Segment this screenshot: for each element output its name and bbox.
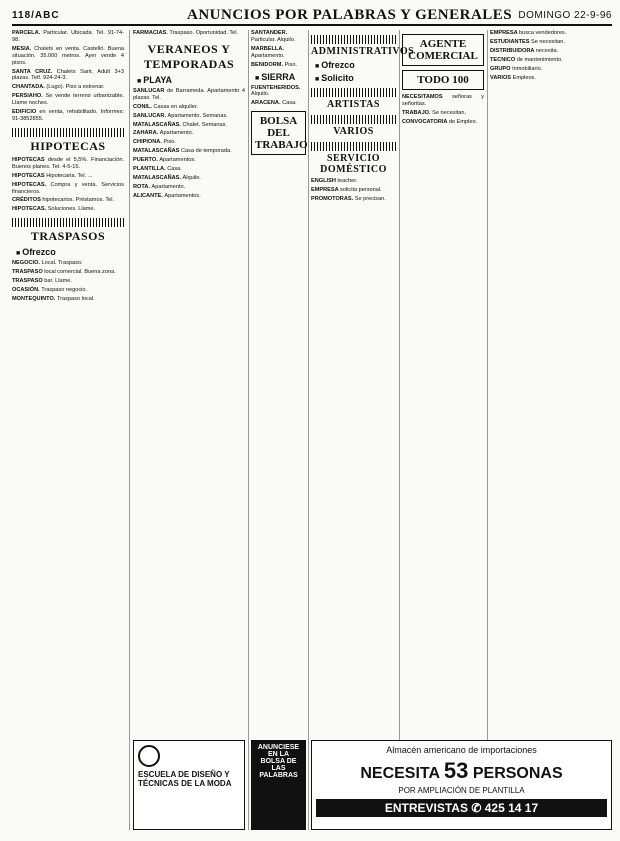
classified-ad — [490, 57, 612, 64]
ad-text: (Lugo). Piso a estrenar. — [46, 84, 105, 91]
subsection-solicito: ■ Solicito — [315, 73, 396, 83]
ad-lead: SANTANDER. — [251, 30, 288, 36]
ads-traspasos — [12, 260, 124, 303]
ad-text: teacher. — [337, 178, 358, 184]
ad-lead: TECNICO — [490, 56, 517, 63]
ad-lead: CHIPIONA. — [133, 139, 164, 146]
ad-text: de Empleo. — [448, 118, 478, 125]
almacen-title: Almacén americano de importaciones — [386, 745, 537, 755]
ad-lead: MARBELLA. — [251, 45, 284, 52]
ad-text: Casa. — [282, 100, 297, 107]
section-header-servicio-domestico — [311, 142, 396, 175]
ad-lead: SANLUCAR. — [133, 112, 168, 119]
ad-text: Apartamento. — [151, 183, 186, 190]
almacen-ad — [311, 740, 612, 830]
classified-ad — [490, 48, 612, 55]
classified-ad — [12, 157, 124, 171]
ad-lead: ENGLISH — [311, 178, 338, 184]
ad-text: Casas en alquiler. — [153, 103, 198, 110]
ad-lead: EMPRESA — [311, 186, 341, 193]
column-rule — [487, 30, 488, 830]
ad-lead: GRUPO — [490, 65, 513, 72]
necesita-number: 53 — [443, 758, 469, 783]
classified-ad — [251, 46, 306, 60]
column-5 — [402, 30, 484, 830]
personas-text: PERSONAS — [472, 765, 563, 782]
ad-lead: ARACENA. — [251, 100, 283, 107]
ad-lead: PERSIAHO. — [12, 93, 46, 100]
ad-lead: TRABAJO. — [402, 109, 433, 116]
classified-ad — [12, 46, 124, 67]
section-title: TRASPASOS — [30, 229, 106, 244]
ad-text: Apartamento. — [251, 52, 285, 59]
ad-lead: EDIFICIO — [12, 109, 40, 116]
ad-lead: MATALASCAÑAS. — [133, 174, 183, 181]
column-1 — [12, 30, 124, 830]
section-title: SERVICIO DOMÉSTICO — [320, 153, 387, 175]
classified-ad — [311, 187, 396, 194]
anunciese-ad — [251, 740, 306, 830]
ad-text: Alquilo. — [251, 91, 270, 98]
classified-ad — [12, 278, 124, 285]
classified-ad — [12, 206, 124, 213]
ad-lead: TRASPASO — [12, 269, 45, 276]
classified-ad — [133, 184, 245, 191]
classified-ad — [251, 100, 306, 107]
ad-text: Se necesitan. — [432, 109, 467, 116]
phone-number: 425 14 17 — [484, 801, 539, 815]
page-title: ANUNCIOS POR PALABRAS Y GENERALES — [187, 7, 513, 23]
ad-text: en venta, rehabilitado. Informes: 91-3852855. — [12, 109, 124, 122]
classified-ad — [402, 110, 484, 117]
section-header-veraneos — [133, 42, 245, 72]
page-number: 118/ABC — [12, 10, 60, 21]
ad-text: Traspaso negocio. — [41, 286, 88, 293]
column-rule — [129, 30, 130, 830]
ad-text: Casa. — [167, 166, 182, 173]
ad-text: busca vendedores. — [519, 30, 567, 36]
ad-text: Casa de temporada. — [180, 148, 232, 155]
escuela-ad — [133, 740, 245, 830]
ad-text: solicita personal. — [340, 186, 382, 193]
ad-text: Empleos. — [512, 74, 536, 81]
ads — [490, 30, 612, 81]
column-rule — [399, 30, 400, 830]
section-title: ARTISTAS — [327, 99, 380, 110]
subsection-sierra: ■ SIERRA — [255, 72, 306, 82]
bolsa-del-trabajo-banner — [251, 111, 306, 155]
ad-text: Chalets Sant. Adult 3+3 plazas. Telf. 924-24-3. — [12, 68, 124, 82]
ad-text: Apartamento. — [159, 130, 194, 137]
classified-ad — [12, 173, 124, 180]
ad-lead: FUENTEHERIDOS. — [251, 84, 301, 91]
ad-text: Chalets en venta. Castelló. Buena situación. 35.000 metros. Ayer vende 4 pisos. — [12, 45, 124, 66]
ad-lead: HIPOTECAS. — [12, 206, 48, 213]
ad-text: desde el 5,5%. Financiación. Buenos planes. Tel. 4-5-15. — [12, 156, 124, 170]
necesita-text: NECESITA — [360, 765, 440, 782]
section-header-administrativos — [311, 35, 415, 57]
classified-ad — [251, 62, 306, 69]
ad-lead: PLANTILLA. — [133, 166, 168, 173]
ad-lead: PROMOTORAS. — [311, 195, 355, 202]
classified-ad — [133, 175, 245, 182]
page-date: DOMINGO 22-9-96 — [518, 10, 612, 21]
ad-text: Apartamento. Semanas. — [167, 112, 228, 119]
ad-text: Local. Traspaso. — [41, 260, 83, 267]
ads-playa — [133, 88, 245, 200]
ad-text: Apartamentos. — [164, 192, 201, 199]
classified-ad — [133, 148, 245, 155]
ad-lead: OCASIÓN. — [12, 286, 42, 293]
classified-ad — [133, 157, 245, 164]
section-header-traspasos — [12, 218, 124, 244]
ad-text: necesita. — [535, 47, 559, 54]
ad-lead: EMPRESA — [490, 30, 520, 36]
classified-ad — [490, 39, 612, 46]
classified-ad — [12, 69, 124, 83]
ad-text: señoras y señoritas. — [402, 94, 484, 107]
ad-text: de mantenimiento. — [516, 56, 563, 63]
page-header — [12, 6, 612, 26]
ads-top — [133, 30, 245, 37]
ad-text: Inmobiliario. — [512, 65, 543, 72]
ad-text: Piso. — [284, 61, 297, 68]
classified-ad — [402, 119, 484, 126]
column-rule — [308, 30, 309, 830]
section-title: ADMINISTRATIVOS — [311, 46, 415, 57]
classified-ad — [12, 109, 124, 123]
anunciese-text: ANUNCIESE EN LA BOLSA DE LAS PALABRAS — [257, 744, 300, 779]
ad-lead: CRÉDITOS — [12, 197, 43, 204]
ad-lead: FARMACIAS. — [133, 30, 170, 36]
classified-ad — [12, 182, 124, 196]
classified-ad — [12, 30, 124, 44]
ad-lead: ESTUDIANTES — [490, 38, 532, 45]
ad-lead: MESIA. — [12, 45, 35, 52]
ad-lead: ROTA. — [133, 183, 152, 190]
school-logo-icon — [138, 745, 160, 767]
ad-text: Compra y venta. Servicios financieros. — [12, 181, 124, 195]
classified-ad — [133, 113, 245, 120]
ad-lead: MONTEQUINTO. — [12, 295, 57, 302]
classified-ad — [12, 197, 124, 204]
ad-lead: NEGOCIO. — [12, 260, 42, 267]
ad-lead: DISTRIBUIDORA — [490, 47, 536, 54]
ads — [251, 30, 306, 69]
classified-ad — [12, 260, 124, 267]
ads-sierra — [251, 85, 306, 108]
classified-ad — [12, 93, 124, 107]
ads — [311, 178, 396, 203]
classified-ad — [12, 296, 124, 303]
ad-text: Traspaso. Oportunidad. Tel. — [169, 30, 239, 36]
subsection-ofrezco: ■ Ofrezco — [315, 60, 396, 70]
ad-lead: TRASPASO — [12, 278, 45, 285]
ad-lead: HIPOTECAS — [12, 156, 48, 163]
ads — [402, 94, 484, 126]
ad-text: hipotecarios. Préstamos. Tel. — [42, 197, 115, 204]
ad-lead: HIPOTECAS. — [12, 181, 51, 188]
ads-hipotecas — [12, 157, 124, 213]
classified-ad — [12, 84, 124, 91]
classified-ad — [133, 104, 245, 111]
ad-lead: ZAHARA. — [133, 130, 160, 137]
ad-text: Alquilo. — [182, 174, 201, 181]
ad-text: Piso. — [163, 139, 176, 146]
ad-lead: MATALASCAÑAS. — [133, 121, 183, 128]
classified-ad — [133, 88, 245, 102]
classified-ad — [133, 122, 245, 129]
ad-lead: CHANTADA. — [12, 84, 47, 91]
column-rule — [248, 30, 249, 830]
section-header-varios — [311, 115, 396, 137]
ad-lead: HIPOTECAS — [12, 172, 47, 179]
column-6 — [490, 30, 612, 830]
ad-lead: CONIL. — [133, 103, 154, 110]
classified-ad — [311, 196, 396, 203]
agente-comercial-box — [402, 34, 484, 66]
box-title: AGENTE COMERCIAL — [408, 38, 478, 62]
column-3 — [251, 30, 306, 830]
ad-lead: NECESITAMOS — [402, 94, 452, 100]
ad-lead: PARCELA. — [12, 30, 44, 36]
classified-ad — [133, 166, 245, 173]
ad-text: Particular. Ubicada. Tel. 91-74-98. — [12, 30, 124, 43]
classified-ad — [251, 30, 306, 44]
ad-text: Chalet. Semanas. — [182, 121, 227, 128]
phone-icon: ✆ — [471, 801, 482, 815]
classified-ad — [133, 30, 245, 37]
subsection-ofrezco: ■ Ofrezco — [16, 247, 124, 257]
ad-text: bar. Llame. — [44, 278, 72, 285]
box-title: TODO 100 — [417, 74, 469, 86]
escuela-title: ESCUELA DE DISEÑO Y TÉCNICAS DE LA MODA — [138, 770, 232, 788]
ad-text: Apartamentos. — [159, 157, 196, 164]
ad-text: de Barrameda. Apartamento 4 plazas. Tel. — [133, 87, 245, 101]
ad-lead: MATALASCAÑAS — [133, 148, 181, 155]
plantilla-text: POR AMPLIACIÓN DE PLANTILLA — [398, 786, 525, 795]
ad-lead: ALICANTE. — [133, 192, 165, 199]
ad-lead: VARIOS — [490, 74, 513, 81]
ad-lead: CONVOCATORIA — [402, 118, 449, 125]
ad-lead: SANLUCAR — [133, 87, 167, 94]
subsection-playa: ■ PLAYA — [137, 75, 245, 85]
classified-ad — [133, 130, 245, 137]
section-header-hipotecas — [12, 128, 124, 154]
section-title: HIPOTECAS — [30, 138, 106, 153]
section-header-artistas — [311, 88, 396, 110]
ad-text: Soluciones. Llame. — [47, 206, 96, 213]
classified-ad — [133, 139, 245, 146]
section-title: VARIOS — [333, 126, 374, 137]
classified-ad — [490, 75, 612, 82]
classified-ad — [12, 269, 124, 276]
todo-100-box — [402, 70, 484, 90]
classified-ad — [490, 30, 612, 37]
banner-title: BOLSA DEL TRABAJO — [255, 115, 308, 152]
section-title: VERANEOS Y TEMPORADAS — [143, 41, 235, 71]
classified-ad — [402, 94, 484, 108]
classified-ad — [133, 193, 245, 200]
classified-ad — [12, 287, 124, 294]
ad-text: Hipotecaria. Tel. ... — [46, 172, 93, 179]
ad-lead: SANTA CRUZ. — [12, 68, 57, 75]
ad-text: Traspaso local. — [56, 295, 95, 302]
ad-text: Se vende terreno urbanizable. Llame noches. — [12, 93, 124, 107]
ad-text: local comercial. Buena zona. — [44, 269, 116, 276]
classified-ad — [311, 178, 396, 185]
ad-lead: BENIDORM. — [251, 61, 285, 68]
column-2 — [133, 30, 245, 830]
ads-top — [12, 30, 124, 123]
ad-text: Particular. Alquilo. — [251, 36, 296, 43]
ad-text: Se necesitan. — [531, 38, 565, 45]
classified-ad — [490, 66, 612, 73]
ad-lead: PUERTO. — [133, 157, 160, 164]
classified-ad — [251, 85, 306, 99]
entrevistas-text: ENTREVISTAS — [384, 801, 468, 815]
ad-text: Se precisan. — [354, 195, 386, 202]
